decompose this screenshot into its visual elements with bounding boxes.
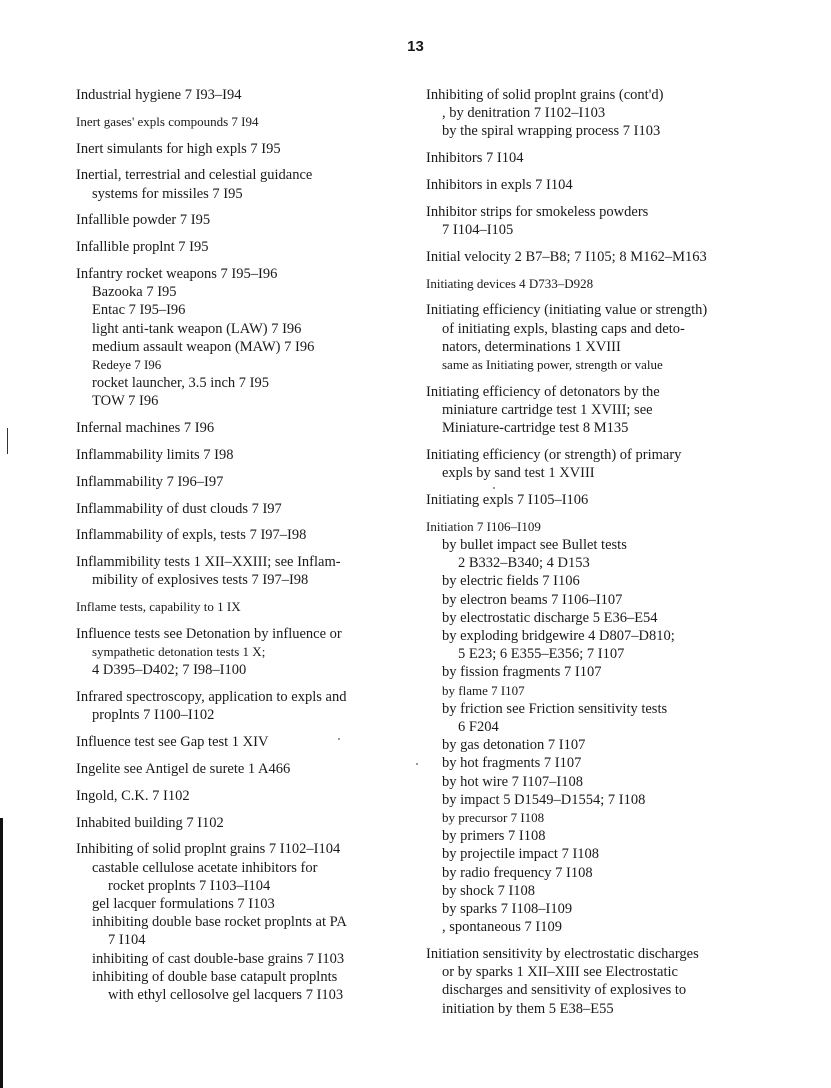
index-term: Initial velocity 2 B7–B8; 7 I105; 8 M162–M163 [426, 248, 707, 265]
index-subentry: by hot fragments 7 I107 [442, 755, 582, 772]
index-subentry: by friction see Friction sensitivity tests [442, 700, 668, 717]
index-entry [76, 814, 406, 832]
index-entry [76, 113, 406, 131]
index-term: Inertial, terrestrial and celestial guidance [76, 167, 313, 184]
index-term: Inhibiting of solid proplnt grains 7 I102–I104 [76, 841, 341, 858]
index-term: Initiating devices 4 D733–D928 [426, 275, 594, 291]
index-subentry: 4 D395–D402; 7 I98–I100 [92, 662, 247, 679]
index-subentry: 6 F204 [458, 719, 499, 736]
index-subentry: initiation by them 5 E38–E55 [442, 1000, 614, 1017]
index-entry [426, 491, 746, 509]
index-subentry: Redeye 7 I96 [92, 357, 162, 372]
index-subentry: rocket launcher, 3.5 inch 7 I95 [92, 375, 269, 392]
index-subentry: systems for missiles 7 I95 [92, 185, 243, 202]
index-subentry: by projectile impact 7 I108 [442, 846, 600, 863]
index-term: Influence tests see Detonation by influence or [76, 625, 342, 642]
index-term: Inert simulants for high expls 7 I95 [76, 140, 281, 157]
scan-speck [493, 487, 495, 489]
index-subentry: by gas detonation 7 I107 [442, 737, 586, 754]
index-subentry: 2 B332–B340; 4 D153 [458, 555, 590, 572]
index-term: Infernal machines 7 I96 [76, 420, 215, 437]
index-subentry: by exploding bridgewire 4 D807–D810; [442, 628, 675, 645]
index-subentry: inhibiting of double base catapult proplnts [92, 968, 338, 985]
index-subentry: by fission fragments 7 I107 [442, 664, 602, 681]
index-subentry: sympathetic detonation tests 1 X; [92, 644, 266, 660]
index-subentry: proplnts 7 I100–I102 [92, 707, 215, 724]
index-column-right [426, 86, 746, 1026]
index-entry [76, 446, 406, 464]
index-term: Inflammability of dust clouds 7 I97 [76, 500, 282, 517]
index-subentry: Entac 7 I95–I96 [92, 302, 186, 319]
index-term: Initiating expls 7 I105–I106 [426, 492, 589, 508]
index-entry [426, 203, 746, 239]
index-term: Initiating efficiency (or strength) of primary [426, 447, 682, 463]
index-term: Initiation 7 I106–I109 [426, 518, 541, 534]
index-subentry: TOW 7 I96 [92, 393, 159, 410]
index-subentry: or by sparks 1 XII–XIII see Electrostatic [442, 964, 678, 981]
index-subentry: by shock 7 I108 [442, 882, 536, 899]
index-subentry: , spontaneous 7 I109 [442, 919, 563, 936]
index-entry [426, 176, 746, 194]
scan-speck [416, 763, 418, 765]
index-term: Infrared spectroscopy, application to expls and [76, 689, 347, 706]
index-subentry: light anti-tank weapon (LAW) 7 I96 [92, 320, 302, 337]
index-term: Inhibitors 7 I104 [426, 150, 524, 167]
index-entry [76, 760, 406, 778]
index-subentry: with ethyl cellosolve gel lacquers 7 I103 [108, 987, 344, 1003]
index-entry [76, 166, 406, 202]
index-entry [426, 446, 746, 482]
index-subentry: rocket proplnts 7 I103–I104 [108, 877, 271, 894]
index-entry [426, 383, 746, 438]
index-entry [426, 301, 746, 374]
index-entry [76, 211, 406, 229]
index-entry [426, 149, 746, 167]
index-subentry: gel lacquer formulations 7 I103 [92, 895, 275, 912]
index-entry [426, 518, 746, 937]
index-subentry: nators, determinations 1 XVIII [442, 338, 621, 355]
index-subentry: 7 I104–I105 [442, 222, 514, 238]
page-number: 13 [407, 38, 424, 55]
index-subentry: by sparks 7 I108–I109 [442, 901, 573, 918]
index-entry [76, 238, 406, 256]
index-entry [76, 553, 406, 589]
index-term: Industrial hygiene 7 I93–I94 [76, 87, 242, 103]
index-subentry: Bazooka 7 I95 [92, 284, 177, 301]
index-entry [76, 526, 406, 544]
index-term: Ingelite see Antigel de surete 1 A466 [76, 760, 291, 777]
scan-edge-mark [7, 428, 8, 454]
index-subentry: discharges and sensitivity of explosives to [442, 982, 687, 999]
index-term: Inhabited building 7 I102 [76, 814, 224, 831]
index-term: Inflammibility tests 1 XII–XXIII; see Inflam- [76, 554, 341, 571]
index-subentry: same as Initiating power, strength or value [442, 357, 663, 372]
index-subentry: by the spiral wrapping process 7 I103 [442, 123, 661, 140]
index-subentry: by primers 7 I108 [442, 828, 546, 845]
index-subentry: castable cellulose acetate inhibitors for [92, 859, 318, 876]
index-entry [76, 419, 406, 437]
index-subentry: Miniature-cartridge test 8 M135 [442, 420, 629, 437]
index-term: Inert gases' expls compounds 7 I94 [76, 113, 259, 129]
index-entry [76, 265, 406, 411]
index-entry [76, 598, 406, 616]
index-term: Initiation sensitivity by electrostatic discharges [426, 946, 699, 963]
index-entry [76, 473, 406, 491]
index-subentry: miniature cartridge test 1 XVIII; see [442, 402, 653, 418]
index-term: Inhibitor strips for smokeless powders [426, 203, 649, 220]
scan-speck [338, 738, 340, 740]
index-subentry: , by denitration 7 I102–I103 [442, 105, 606, 122]
index-subentry: expls by sand test 1 XVIII [442, 465, 595, 482]
index-subentry: by electric fields 7 I106 [442, 573, 580, 590]
index-entry [76, 86, 406, 104]
index-term: Infantry rocket weapons 7 I95–I96 [76, 265, 278, 282]
index-subentry: by precursor 7 I108 [442, 810, 545, 826]
index-entry [76, 787, 406, 805]
index-term: Infallible proplnt 7 I95 [76, 239, 209, 256]
index-subentry: by bullet impact see Bullet tests [442, 537, 627, 553]
index-subentry: 7 I104 [108, 932, 146, 949]
index-subentry: 5 E23; 6 E355–E356; 7 I107 [458, 646, 625, 663]
index-subentry: inhibiting double base rocket proplnts at PA [92, 914, 347, 931]
index-subentry: mibility of explosives tests 7 I97–I98 [92, 572, 309, 589]
index-entry [76, 625, 406, 680]
index-subentry: by impact 5 D1549–D1554; 7 I108 [442, 791, 646, 808]
scan-edge-shadow [0, 818, 3, 1088]
index-term: Initiating efficiency (initiating value or strength) [426, 302, 708, 319]
index-entry [76, 840, 406, 1004]
index-subentry: of initiating expls, blasting caps and deto- [442, 320, 685, 337]
index-term: Ingold, C.K. 7 I102 [76, 787, 190, 804]
index-subentry: inhibiting of cast double-base grains 7 I103 [92, 950, 345, 967]
index-term: Inflame tests, capability to 1 IX [76, 599, 241, 615]
index-term: Initiating efficiency of detonators by the [426, 383, 660, 400]
index-term: Influence test see Gap test 1 XIV [76, 734, 269, 751]
index-term: Inhibitors in expls 7 I104 [426, 177, 573, 193]
index-entry [76, 140, 406, 158]
index-entry [426, 86, 746, 141]
index-entry [76, 688, 406, 724]
index-column-left [76, 86, 406, 1013]
index-subentry: medium assault weapon (MAW) 7 I96 [92, 338, 315, 355]
index-subentry: by hot wire 7 I107–I108 [442, 773, 583, 790]
index-entry [426, 248, 746, 266]
index-subentry: by radio frequency 7 I108 [442, 864, 593, 881]
index-term: Inhibiting of solid proplnt grains (cont'd) [426, 87, 664, 103]
index-term: Inflammability of expls, tests 7 I97–I98 [76, 527, 307, 544]
index-subentry: by flame 7 I107 [442, 682, 525, 698]
index-entry [426, 945, 746, 1018]
index-entry [76, 733, 406, 751]
index-term: Infallible powder 7 I95 [76, 212, 211, 229]
index-term: Inflammability limits 7 I98 [76, 447, 234, 463]
index-subentry: by electron beams 7 I106–I107 [442, 591, 623, 608]
index-entry [426, 275, 746, 293]
index-term: Inflammability 7 I96–I97 [76, 473, 224, 490]
index-entry [76, 500, 406, 518]
index-subentry: by electrostatic discharge 5 E36–E54 [442, 609, 658, 626]
